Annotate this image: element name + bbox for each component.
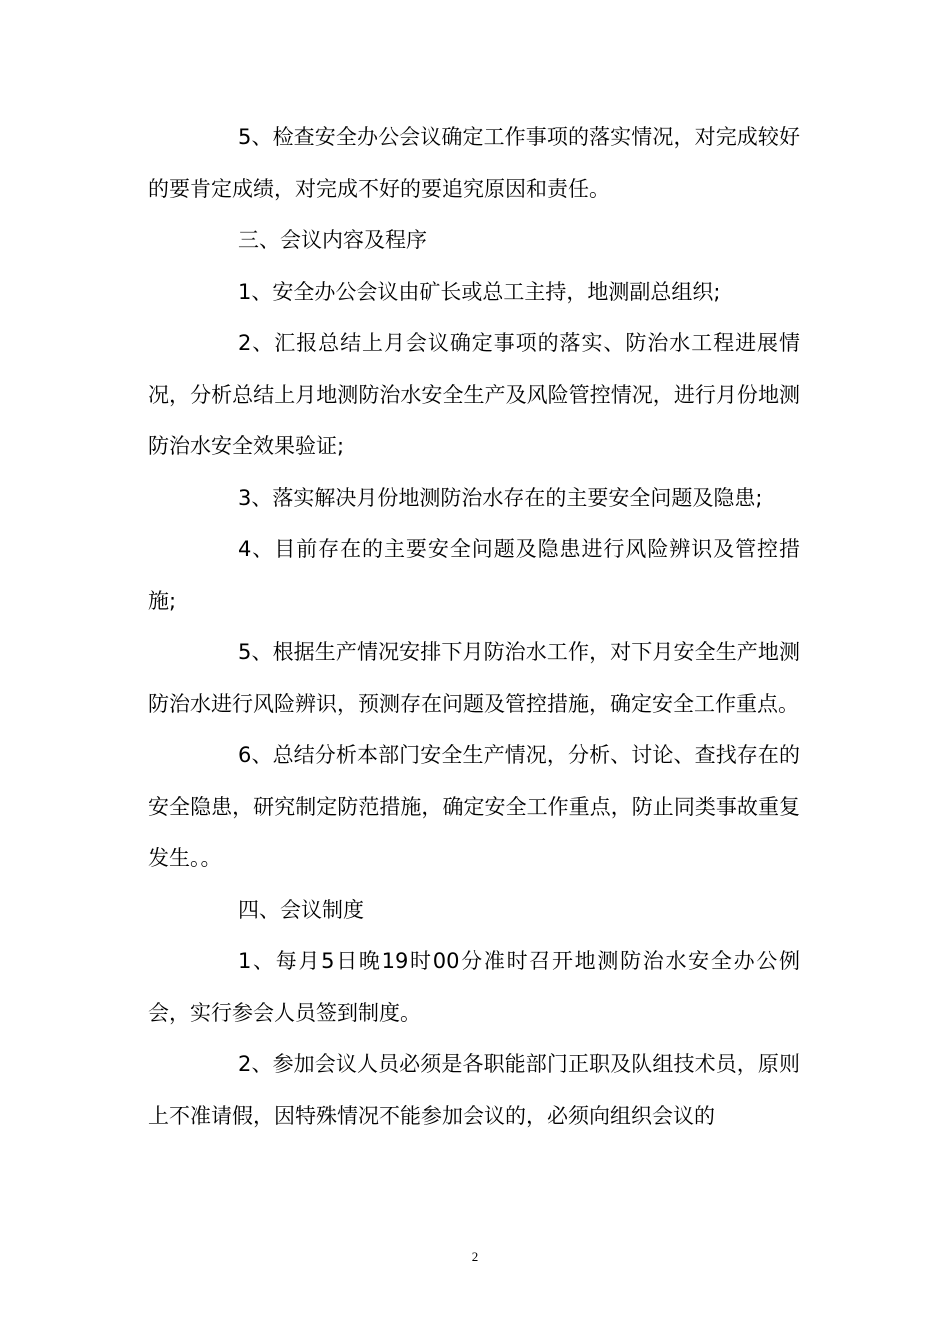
paragraph-rule-2-attendance: 2、参加会议人员必须是各职能部门正职及队组技术员，原则上不准请假，因特殊情况不能参加会议的，必须向组织会议的 — [148, 1052, 800, 1128]
paragraph-item-1-host: 1、安全办公会议由矿长或总工主持，地测副总组织; — [238, 279, 721, 304]
section-heading-meeting-content: 三、会议内容及程序 — [238, 228, 427, 252]
paragraph-item-2-report: 2、汇报总结上月会议确定事项的落实、防治水工程进展情况，分析总结上月地测防治水安全生产及风险管控情况，进行月份地测防治水安全效果验证; — [148, 331, 800, 458]
paragraph-item-6-summary-analysis: 6、总结分析本部门安全生产情况，分析、讨论、查找存在的安全隐患，研究制定防范措施，确定安全工作重点，防止同类事故重复发生。。 — [148, 743, 800, 870]
paragraph-item-5-implementation-check: 5、检查安全办公会议确定工作事项的落实情况，对完成较好的要肯定成绩，对完成不好的要追究原因和责任。 — [148, 125, 800, 201]
paragraph-item-5-next-month-plan: 5、根据生产情况安排下月防治水工作，对下月安全生产地测防治水进行风险辨识，预测存在问题及管控措施，确定安全工作重点。 — [148, 640, 800, 716]
paragraph-item-4-risk-identification: 4、目前存在的主要安全问题及隐患进行风险辨识及管控措施; — [148, 537, 800, 613]
page-number: 2 — [471, 1249, 479, 1264]
paragraph-item-3-resolve: 3、落实解决月份地测防治水存在的主要安全问题及隐患; — [238, 485, 763, 510]
document-body — [148, 112, 800, 1142]
section-heading-meeting-rules: 四、会议制度 — [238, 897, 364, 922]
paragraph-rule-1-schedule: 1、每月5日晚19时00分准时召开地测防治水安全办公例会，实行参会人员签到制度。 — [148, 949, 800, 1025]
